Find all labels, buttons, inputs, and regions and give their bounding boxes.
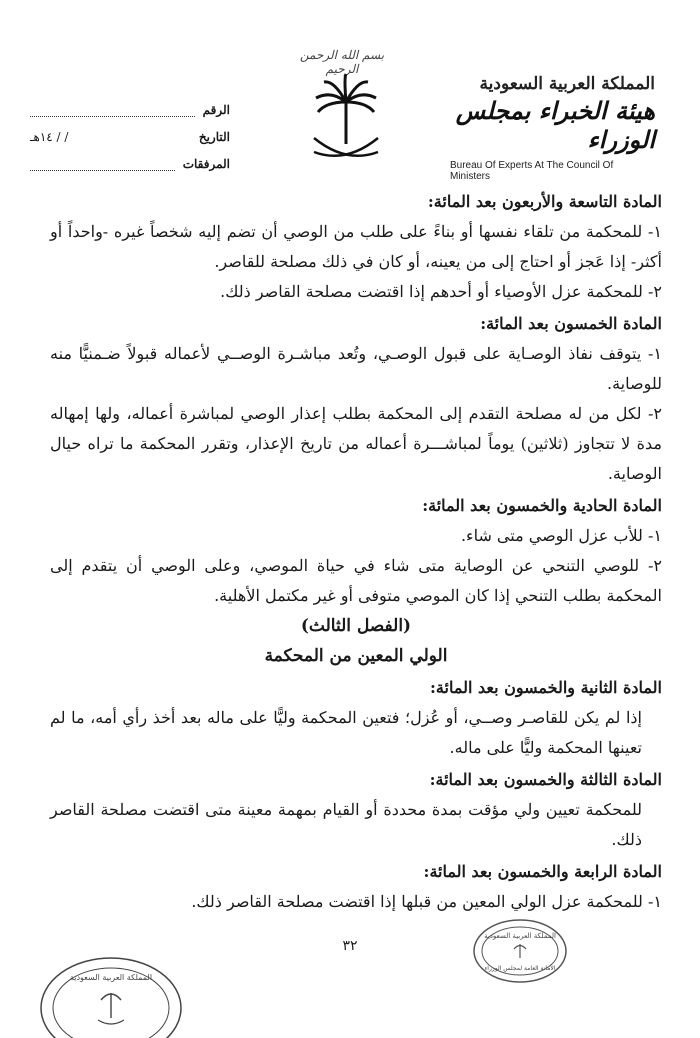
article-151-title: المادة الحادية والخمسون بعد المائة: bbox=[422, 496, 662, 515]
article-152-text: إذا لم يكن للقاصـر وصــي، أو عُزل؛ فتعين المحكمة وليًّا على ماله بعد أخذ رأي أمه، ما لم تعينها المحكمة وليًّا على ماله. bbox=[50, 708, 642, 757]
attachments-label: المرفقات bbox=[182, 157, 230, 171]
meta-date-row bbox=[30, 117, 230, 144]
seal-stamp-icon bbox=[36, 948, 186, 1038]
document-body bbox=[50, 185, 662, 917]
palm-swords-emblem-icon bbox=[306, 72, 386, 167]
page-number: ٣٢ bbox=[342, 938, 358, 954]
article-149-title: المادة التاسعة والأربعون بعد المائة: bbox=[427, 192, 662, 211]
meta-number-row bbox=[30, 90, 230, 117]
article-150-title: المادة الخمسون بعد المائة: bbox=[480, 314, 662, 333]
chapter-title: الولي المعين من المحكمة bbox=[264, 646, 448, 666]
kingdom-name: المملكة العربية السعودية bbox=[479, 74, 655, 94]
article-154-clause-1: ١- للمحكمة عزل الولي المعين من قبلها إذا اقتضت مصلحة القاصر ذلك. bbox=[191, 892, 662, 911]
article-150-clause-1: ١- يتوقف نفاذ الوصـاية على قبول الوصـي، وتُعد مباشـرة الوصــي لأعماله قبولاً ضـمنيًّا منه للوصاية. bbox=[50, 344, 662, 393]
stamp-center-text-2: الأمانة العامة لمجلس الوزراء bbox=[484, 965, 556, 972]
number-label: الرقم bbox=[202, 103, 230, 117]
chapter-number: (الفصل الثالث) bbox=[300, 616, 412, 636]
article-150-clause-2: ٢- لكل من له مصلحة التقدم إلى المحكمة بطلب إعذار الوصي لمباشرة أعماله، ولها إمهاله مدة لا تتجاوز (ثلاثين) يوماً لمباشـــرة أعماله من تاريخ الإعذار، وتقرر المحكمة ما تراه حيال الوصاية. bbox=[50, 404, 662, 483]
meta-attachments-row bbox=[30, 144, 230, 171]
basmala: بسم الله الرحمن الرحيم bbox=[299, 48, 385, 76]
attachments-line bbox=[30, 158, 175, 171]
letterhead bbox=[440, 74, 655, 182]
date-label: التاريخ bbox=[198, 130, 230, 144]
article-149-clause-1: ١- للمحكمة من تلقاء نفسها أو بناءً على طلب من الوصي أن تضم إليه شخصاً غيره -واحداً أو أكثر- إذا عَجز أو احتاج إلى من يعينه، أو كان في ذلك مصلحة للقاصر. bbox=[50, 222, 662, 271]
letter-meta bbox=[30, 90, 230, 171]
bureau-name-en: Bureau Of Experts At The Council Of Ministers bbox=[450, 160, 614, 182]
stamp-left-text: المملكة العربية السعودية bbox=[69, 973, 153, 982]
article-153-title: المادة الثالثة والخمسون بعد المائة: bbox=[429, 770, 662, 789]
stamp-center-text: المملكة العربية السعودية bbox=[484, 932, 556, 940]
bureau-name-ar: هيئة الخبراء بمجلس الوزراء bbox=[455, 96, 655, 154]
article-151-clause-2: ٢- للوصي التنحي عن الوصاية متى شاء في حياة الموصي، وعلى الوصي أن يتقدم إلى المحكمة بطلب التنحي إذا كان الموصي متوفى أو غير مكتمل الأهلية. bbox=[50, 556, 662, 605]
article-151-clause-1: ١- للأب عزل الوصي متى شاء. bbox=[460, 526, 662, 545]
number-line bbox=[30, 104, 195, 117]
date-value: / / ١٤هـ bbox=[30, 130, 69, 144]
article-154-title: المادة الرابعة والخمسون بعد المائة: bbox=[423, 862, 662, 881]
article-149-clause-2: ٢- للمحكمة عزل الأوصياء أو أحدهم إذا اقتضت مصلحة القاصر ذلك. bbox=[220, 282, 662, 301]
article-153-text: للمحكمة تعيين ولي مؤقت بمدة محددة أو القيام بمهمة معينة متى اقتضت مصلحة القاصر ذلك. bbox=[50, 800, 642, 849]
seal-stamp-icon bbox=[470, 916, 570, 986]
article-152-title: المادة الثانية والخمسون بعد المائة: bbox=[430, 678, 662, 697]
